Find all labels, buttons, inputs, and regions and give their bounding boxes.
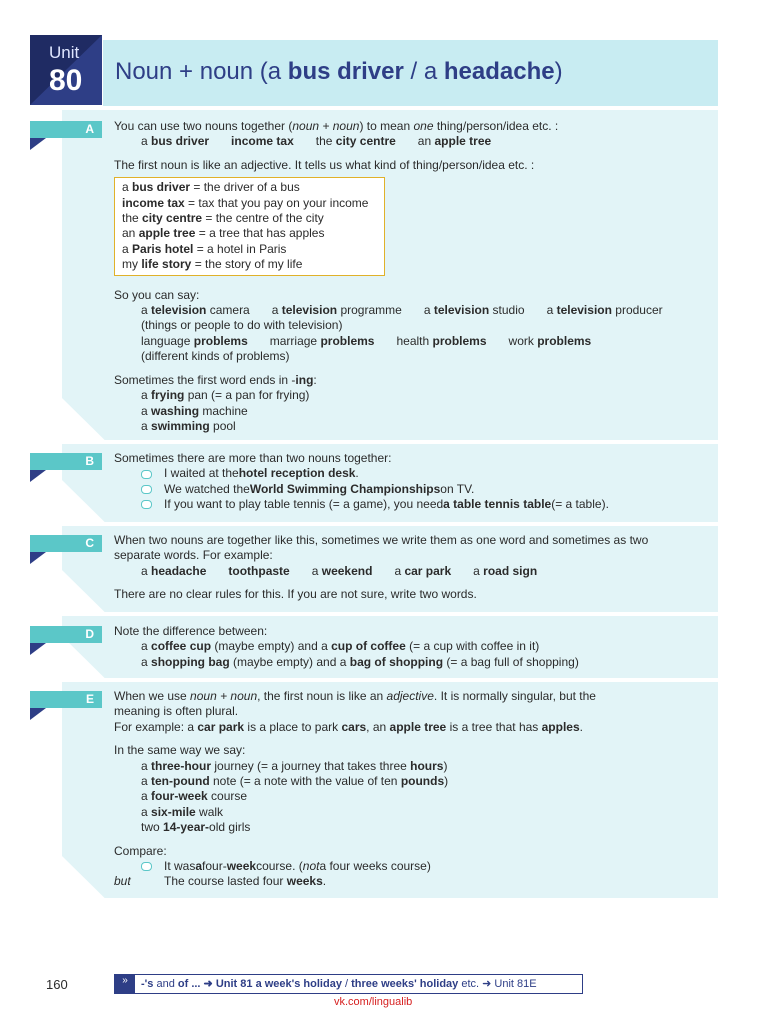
measure-example: a three-hour journey (= a journey that takes three hours): [141, 758, 448, 773]
bullet-icon: [141, 862, 152, 871]
example-item: We watched the World Swimming Championships on TV.: [114, 482, 609, 497]
watermark: vk.com/lingualib: [334, 996, 413, 1008]
difference-row: a shopping bag (maybe empty) and a bag of shopping (= a bag full of shopping): [141, 654, 579, 669]
section-a-adjective-note: The first noun is like an adjective. It tells us what kind of thing/person/idea etc. :: [114, 157, 535, 172]
unit-number: 80: [49, 64, 83, 97]
section-c-tab: C: [30, 535, 102, 552]
section-d-tab-triangle: [30, 643, 46, 655]
measure-example: two 14-year-old girls: [141, 820, 251, 835]
bullet-icon: [141, 470, 152, 479]
compound-words: a headache toothpaste a weekend a car park a road sign: [141, 563, 538, 578]
section-a-intro: You can use two nouns together (noun + noun) to mean one thing/person/idea etc. :: [114, 119, 559, 133]
compare-item-but: but The course lasted four weeks.: [114, 874, 327, 889]
section-a-content: [114, 119, 663, 434]
section-c-content: [114, 533, 648, 603]
compare-item: It was a four- week course. ( not a four weeks course): [114, 859, 596, 874]
unit-badge: [30, 35, 102, 105]
section-e-line-2: meaning is often plural.: [114, 704, 239, 719]
difference-row: a coffee cup (maybe empty) and a cup of coffee (= a cup with coffee in it): [141, 639, 540, 654]
definition-row: my life story = the story of my life: [122, 257, 303, 272]
definition-row: a Paris hotel = a hotel in Paris: [122, 241, 287, 256]
definition-box: [114, 177, 385, 275]
television-examples: a television camera a television programme a television studio a television producer: [141, 303, 663, 318]
section-e-compare: Compare:: [114, 843, 167, 858]
section-b-tab-triangle: [30, 470, 46, 482]
cross-reference-box: [114, 974, 583, 994]
section-c-tab-triangle: [30, 552, 46, 564]
section-b-content: [114, 451, 609, 513]
ing-rule: Sometimes the first word ends in -ing:: [114, 372, 317, 387]
ing-example: a washing machine: [141, 403, 248, 418]
section-e-tab: E: [30, 691, 102, 708]
section-a-examples: a bus driver income tax the city centre an apple tree: [141, 134, 492, 149]
section-a-tab: A: [30, 121, 102, 138]
section-b-tab: B: [30, 453, 102, 470]
television-note: (things or people to do with television): [141, 318, 343, 333]
section-c-note: There are no clear rules for this. If you are not sure, write two words.: [114, 587, 477, 602]
bullet-icon: [141, 500, 152, 509]
section-e-tab-triangle: [30, 708, 46, 720]
measure-example: a six-mile walk: [141, 804, 224, 819]
section-d-tab: D: [30, 626, 102, 643]
bullet-icon: [141, 485, 152, 494]
double-chevron-icon: »: [115, 975, 135, 993]
section-e-line-1: When we use noun + noun, the first noun is like an adjective. It is normally singular, but the: [114, 689, 596, 703]
section-a-tab-triangle: [30, 138, 46, 150]
measure-example: a four-week course: [141, 789, 248, 804]
definition-row: the city centre = the centre of the city: [122, 211, 324, 226]
title-band: [103, 40, 718, 106]
example-item: If you want to play table tennis (= a game), you need a table tennis table (= a table).: [114, 497, 609, 512]
example-item: I waited at the hotel reception desk .: [114, 466, 609, 481]
definition-row: income tax = tax that you pay on your income: [122, 195, 369, 210]
problems-examples: language problems marriage problems health problems work problems: [141, 333, 592, 348]
section-d-intro: Note the difference between:: [114, 624, 268, 638]
section-c-line-2: separate words. For example:: [114, 548, 273, 563]
ing-example: a swimming pool: [141, 418, 236, 433]
section-a-so-say: So you can say:: [114, 287, 200, 302]
problems-note: (different kinds of problems): [141, 349, 290, 364]
page-number: 160: [46, 977, 68, 992]
cross-reference-text: -'s and of ... ➜ Unit 81 a week's holiday / three weeks' holiday etc. ➜ Unit 81E: [141, 978, 537, 990]
definition-row: a bus driver = the driver of a bus: [122, 180, 300, 195]
section-e-line-3: For example: a car park is a place to park cars, an apple tree is a tree that has apples.: [114, 719, 583, 734]
section-c-line-1: When two nouns are together like this, sometimes we write them as one word and sometimes as two: [114, 533, 649, 547]
page-title: Noun + noun (a bus driver / a headache): [115, 58, 563, 85]
section-e-content: [114, 689, 596, 890]
section-e-same-way: In the same way we say:: [114, 743, 246, 758]
section-d-content: [114, 624, 579, 670]
definition-row: an apple tree = a tree that has apples: [122, 226, 325, 241]
measure-example: a ten-pound note (= a note with the value of ten pounds): [141, 774, 449, 789]
ing-example: a frying pan (= a pan for frying): [141, 388, 310, 403]
unit-label: Unit: [49, 43, 80, 62]
section-b-intro: Sometimes there are more than two nouns together:: [114, 451, 392, 465]
